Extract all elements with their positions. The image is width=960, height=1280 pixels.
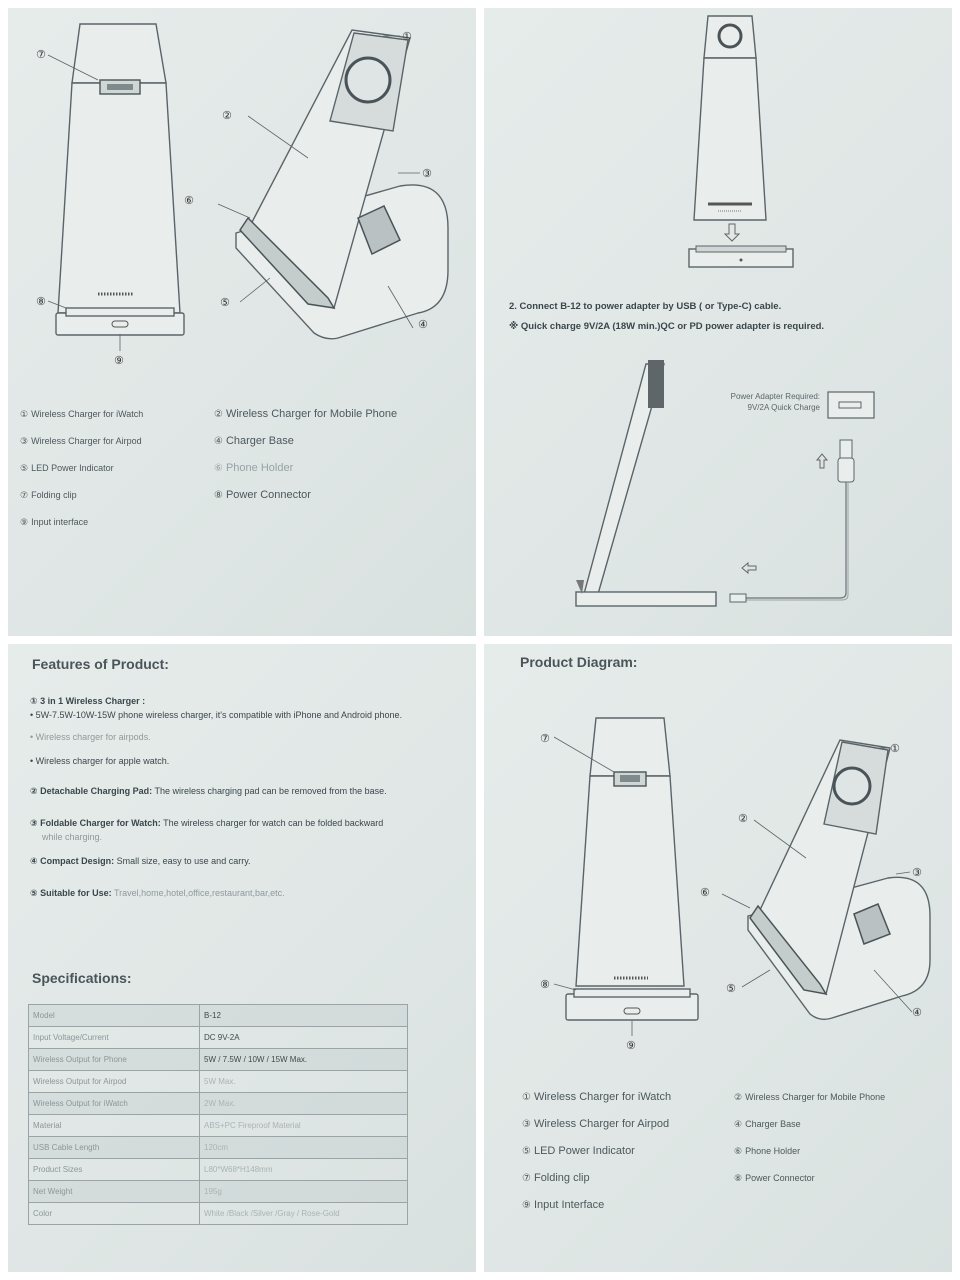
charger-illustration	[8, 8, 476, 636]
legend-item: ③ Wireless Charger for Airpod	[20, 436, 142, 446]
table-row: Input Voltage/Current DC 9V-2A	[29, 1027, 408, 1049]
table-row: Material ABS+PC Fireproof Material	[29, 1115, 408, 1137]
legend-item: ⑥ Phone Holder	[734, 1146, 801, 1156]
legend-item: ⑦ Folding clip	[522, 1172, 590, 1184]
table-row: Product Sizes L80*W68*H148mm	[29, 1159, 408, 1181]
callout-7: ⑦	[36, 49, 46, 61]
panel-product-diagram	[484, 644, 952, 1272]
legend-item: ⑨ Input interface	[20, 517, 89, 527]
panel-connect-instructions	[484, 8, 952, 636]
legend-item: ⑥ Phone Holder	[214, 462, 294, 474]
legend-left	[20, 401, 143, 536]
callout-4: ④	[418, 319, 428, 331]
table-row: Wireless Output for Phone 5W / 7.5W / 10W / 15W Max.	[29, 1049, 408, 1071]
adapter-label: Power Adapter Required: 9V/2A Quick Charge	[730, 392, 820, 412]
callout-8: ⑧	[36, 296, 46, 308]
callout-5: ⑤	[220, 297, 230, 309]
legend-item: ② Wireless Charger for Mobile Phone	[734, 1092, 886, 1102]
feature-1-title: ① 3 in 1 Wireless Charger :	[30, 696, 146, 706]
quick-charge-text: ※ Quick charge 9V/2A (18W min.)QC or PD power adapter is required.	[509, 321, 825, 332]
step-connect-text: 2. Connect B-12 to power adapter by USB ( or Type-C) cable.	[509, 301, 782, 312]
legend-right	[214, 401, 397, 509]
panel-features-specs	[8, 644, 476, 1272]
table-row: USB Cable Length 120cm	[29, 1137, 408, 1159]
legend-item: ④ Charger Base	[214, 435, 294, 447]
legend-right	[734, 1084, 885, 1192]
product-diagram-title: Product Diagram:	[520, 654, 638, 670]
callout-1: ①	[890, 743, 900, 755]
feature-2: ② Detachable Charging Pad: The wireless charging pad can be removed from the base.	[30, 786, 387, 796]
feature-list	[30, 694, 402, 900]
feature-3: ③ Foldable Charger for Watch: The wireless charger for watch can be folded backward	[30, 818, 384, 828]
callout-9: ⑨	[626, 1040, 636, 1052]
legend-item: ⑦ Folding clip	[20, 490, 77, 500]
feature-3-cont: while charging.	[42, 832, 103, 842]
legend-item: ⑧ Power Connector	[214, 489, 311, 501]
feature-5: ⑤ Suitable for Use: Travel,home,hotel,office,restaurant,bar,etc.	[30, 888, 285, 898]
table-row: Net Weight 195g	[29, 1181, 408, 1203]
callout-5: ⑤	[726, 983, 736, 995]
table-row: Model B-12	[29, 1005, 408, 1027]
callout-2: ②	[222, 110, 232, 122]
legend-item: ① Wireless Charger for iWatch	[20, 409, 144, 419]
callout-3: ③	[912, 867, 922, 879]
legend-item: ⑨ Input Interface	[522, 1199, 605, 1211]
legend-item: ⑤ LED Power Indicator	[522, 1145, 635, 1157]
legend-item: ⑧ Power Connector	[734, 1173, 815, 1183]
legend-item: ⑤ LED Power Indicator	[20, 463, 114, 473]
table-row: Color White /Black /Silver /Gray / Rose-Gold	[29, 1203, 408, 1225]
callout-8: ⑧	[540, 979, 550, 991]
feature-4: ④ Compact Design: Small size, easy to use and carry.	[30, 856, 251, 866]
feature-1-bullet: • Wireless charger for apple watch.	[30, 756, 170, 766]
callout-9: ⑨	[114, 355, 124, 367]
spec-table	[28, 1004, 408, 1225]
table-row: Wireless Output for Airpod 5W Max.	[29, 1071, 408, 1093]
panel-product-parts	[8, 8, 476, 636]
callout-3: ③	[422, 168, 432, 180]
legend-item: ④ Charger Base	[734, 1119, 801, 1129]
callout-2: ②	[738, 813, 748, 825]
features-title: Features of Product:	[32, 656, 169, 672]
table-row: Wireless Output for iWatch 2W Max.	[29, 1093, 408, 1115]
legend-item: ② Wireless Charger for Mobile Phone	[214, 408, 398, 420]
specifications-title: Specifications:	[32, 970, 132, 986]
callout-6: ⑥	[700, 887, 710, 899]
legend-item: ① Wireless Charger for iWatch	[522, 1091, 672, 1103]
callout-4: ④	[912, 1007, 922, 1019]
legend-left	[522, 1084, 671, 1219]
callout-7: ⑦	[540, 733, 550, 745]
feature-1-bullet: • Wireless charger for airpods.	[30, 732, 151, 742]
feature-1-bullet: • 5W-7.5W-10W-15W phone wireless charger, it's compatible with iPhone and Android phone.	[30, 710, 403, 720]
callout-6: ⑥	[184, 195, 194, 207]
legend-item: ③ Wireless Charger for Airpod	[522, 1118, 670, 1130]
callout-1: ①	[402, 31, 412, 43]
